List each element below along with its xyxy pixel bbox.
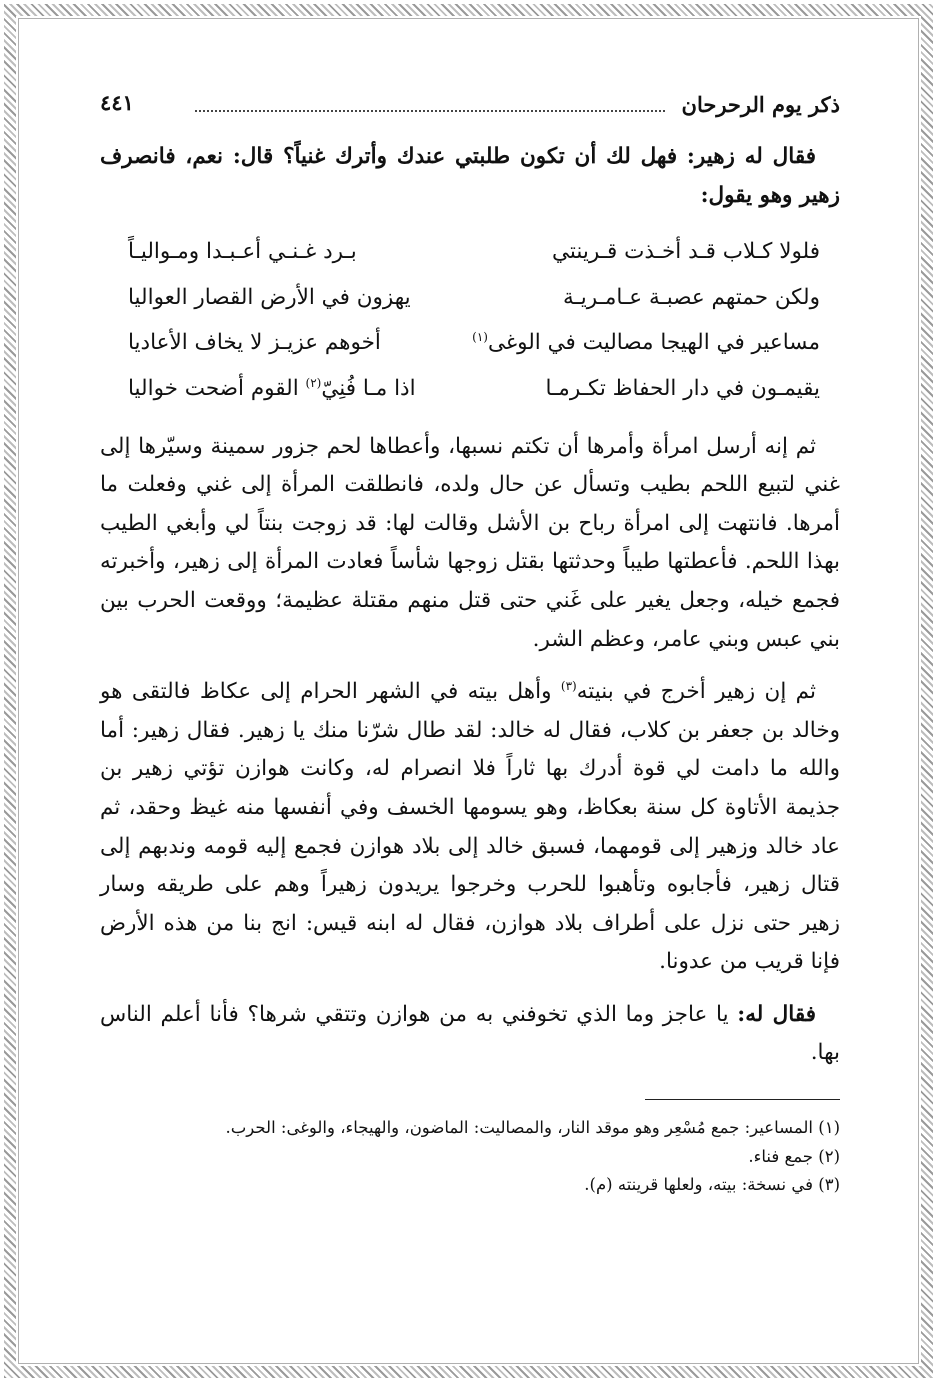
intro-paragraph	[100, 138, 840, 215]
verse-4-first-hemistich: يقيمـون في دار الحفاظ تكـرمـا	[545, 375, 820, 401]
verse-2-second-hemistich: يهزون في الأرض القصار العواليا	[128, 284, 411, 310]
paragraph-3-body: يا عاجز وما الذي تخوفني به من هوازن وتتقي شرها؟ فأنا أعلم الناس بها.	[100, 1001, 840, 1066]
chapter-title: ذكر يوم الرحرحان	[681, 92, 840, 117]
intro-line-2: زهير وهو يقول:	[700, 182, 840, 208]
paragraph-gap	[100, 982, 840, 996]
verse-3-first-text: مساعير في الهيجا مصاليت في الوغى	[487, 330, 820, 356]
paragraph-3-lead: فقال له:	[737, 1001, 816, 1027]
intro-line-1: فقال له زهير: فهل لك أن تكون طلبتي عندك وأترك غنياً؟ قال: نعم، فانصرف	[100, 144, 816, 169]
paragraph-2	[100, 673, 840, 982]
paragraph-2-lead: ثم إن زهير أخرج في بنيته	[576, 679, 816, 705]
verse-3-first-hemistich	[472, 320, 820, 366]
verse-1-second-hemistich: بـرد غـنـي أعـبـدا ومـواليـاً	[128, 239, 357, 265]
footnote-2: (٢) جمع فناء.	[748, 1146, 840, 1166]
verse-2-first-hemistich: ولكن حمتهم عصبـة عـامـريـة	[562, 284, 820, 310]
poem-verse	[128, 320, 820, 366]
verse-3-second-hemistich: أخوهم عزيـز لا يخاف الأعاديا	[128, 330, 381, 356]
header-dotted-leader	[195, 110, 665, 112]
footnote-3: (٣) في نسخة: بيته، ولعلها قرينته (م).	[584, 1175, 840, 1195]
paragraph-1: ثم إنه أرسل امرأة وأمرها أن تكتم نسبها، وأعطاها لحم جزور سمينة وسيّرها إلى غني لتبيع اللحم بطيب وتسأل عن حال ولده، فانطلقت المرأة إلى غني وفعلت ما أمرها. فانتهت إلى امرأة رباح بن الأشل وقالت لها: قد زوجت بنتاً لي وأبغي الطيب بهذا اللحم. فأعطتها طيباً وحدثتها بقتل زوجها شأساً فعادت المرأة إلى زهير، وأخبرته فجمع خيله، وجعل يغير على غَني حتى قتل منهم مقتلة عظيمة؛ ووقعت الحرب بين بني عبس وبني عامر، وعظم الشر.	[100, 433, 840, 652]
footnote-separator	[645, 1099, 840, 1100]
paragraph-gap	[100, 659, 840, 673]
poem-verse	[128, 275, 820, 321]
verse-1-first-hemistich: فلولا كـلاب قـد أخـذت قـرينتي	[552, 239, 820, 265]
page-number: ٤٤١	[100, 90, 134, 115]
paragraph-3	[100, 996, 840, 1073]
verse-4-second-hemistich	[128, 366, 458, 412]
poem-verse	[128, 229, 820, 275]
footnote-1: (١) المساعير: جمع مُسْعِر وهو موقد النار، والمصاليت: الماضون، والهيجاء، والوغى: الحرب.	[225, 1118, 840, 1138]
poem-verse	[128, 366, 820, 412]
book-page	[100, 86, 840, 1200]
running-header	[100, 86, 840, 124]
footnote-ref-3: (٣)	[560, 678, 577, 693]
poem	[128, 229, 820, 411]
verse-4-second-text-a: اذا مـا فُنِيّ	[321, 375, 416, 401]
verse-4-second-text-b: القوم أضحت خواليا	[128, 375, 306, 401]
footnote-ref-1: (١)	[472, 330, 488, 345]
footnote-ref-2: (٢)	[305, 375, 322, 390]
paragraph-2-body: وأهل بيته في الشهر الحرام إلى عكاظ فالتقى هو وخالد بن جعفر بن كلاب، فقال له خالد: لقد طال شرّنا منك يا زهير. فقال زهير: أما والله ما دامت لي قوة أدرك بها ثاراً فلا انصرام له، وكانت هوازن تؤتي زهير بن جذيمة الأتاوة كل سنة بعكاظ، وهو يسومها الخسف وفي أنفسها منه غيظ وحقد، ثم عاد خالد وزهير إلى قومهما، فسبق خالد إلى بلاد هوازن فجمع إليه قومه وندبهم إلى قتال زهير، فأجابوه وتأهبوا للحرب وخرجوا يريدون زهيراً وهم على طريقه وسار زهير حتى نزل على أطراف بلاد هوازن، فقال له ابنه قيس: انج بنا من هذه الأرض فإنا قريب من عدونا.	[100, 679, 840, 975]
